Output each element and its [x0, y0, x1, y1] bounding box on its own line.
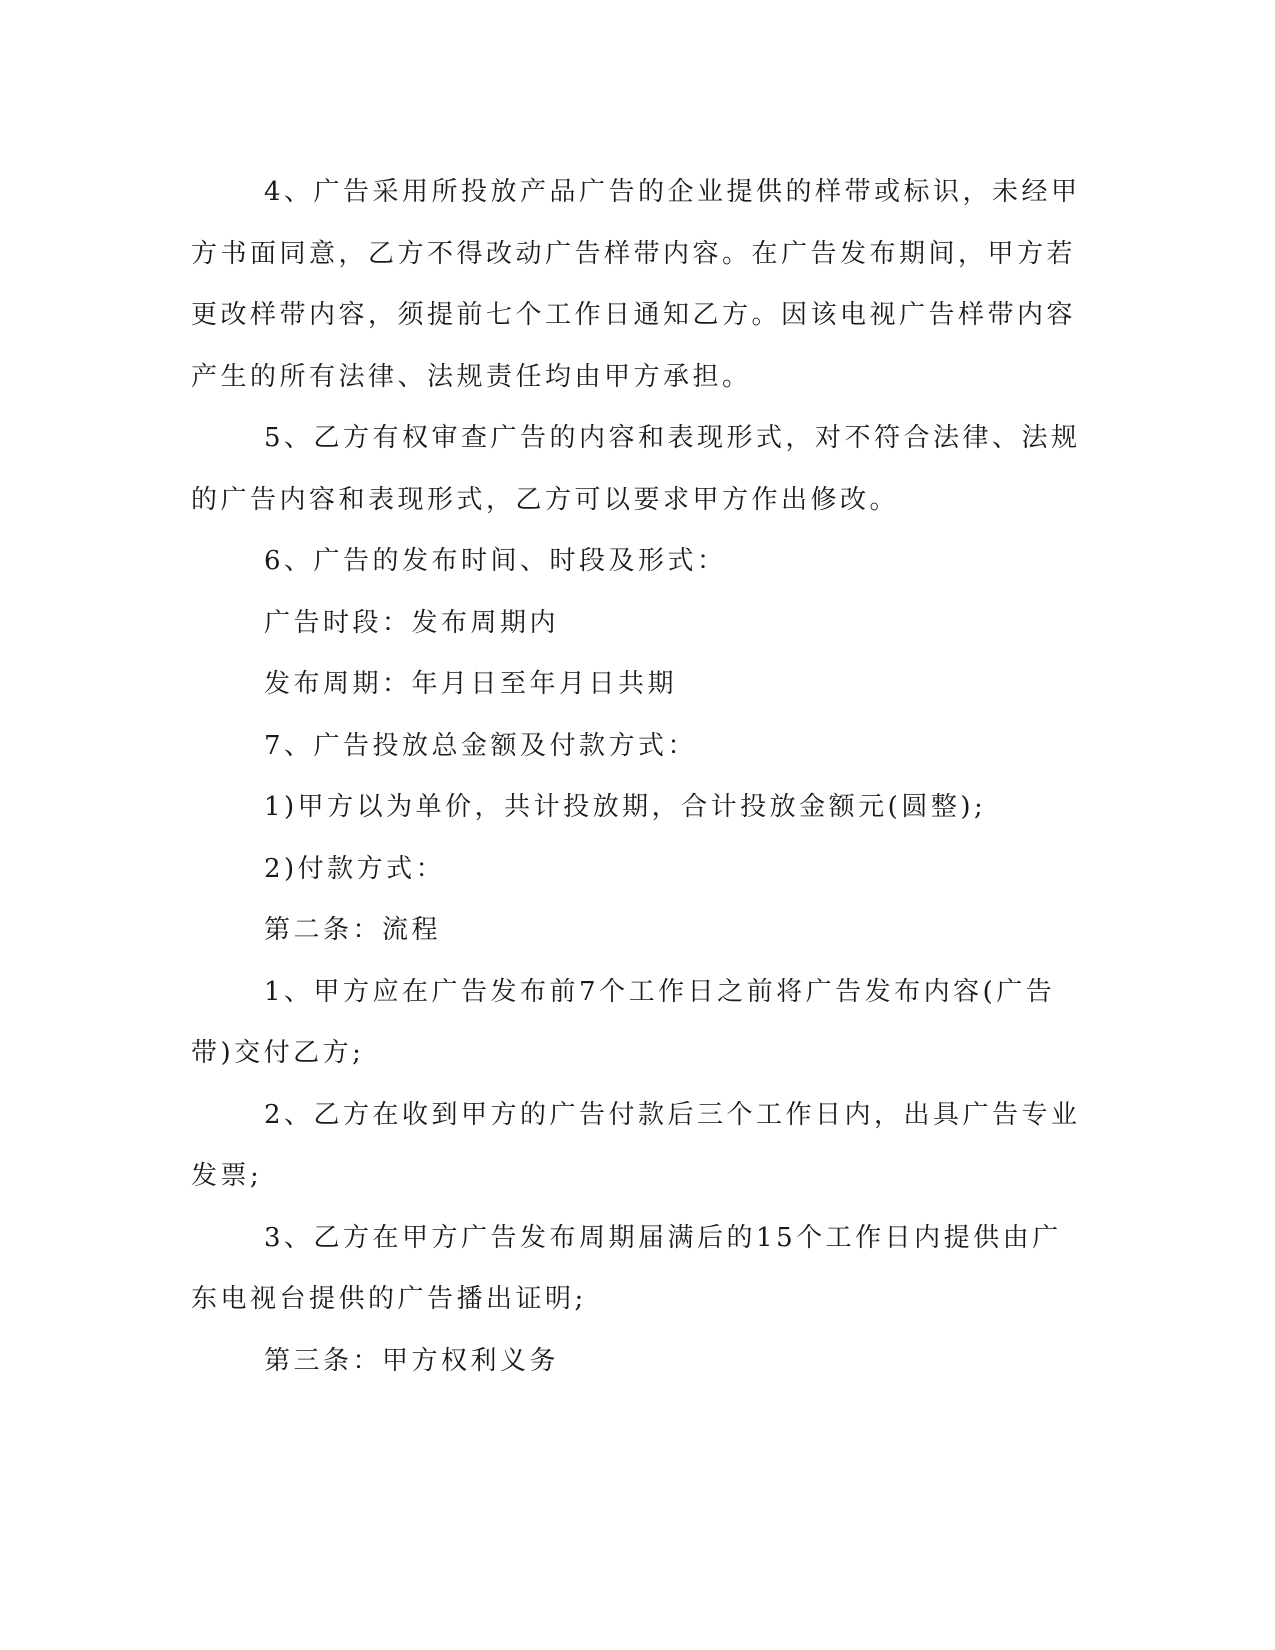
section-heading-article-2: 第二条：流程 [264, 915, 442, 945]
paragraph-clause-5: 5、乙方有权审查广告的内容和表现形式，对不符合法律、法规的广告内容和表现形式，乙方可以要求甲方作出修改。 [191, 423, 1081, 515]
paragraph-payment-1: 1)甲方以为单价，共计投放期，合计投放金额元(圆整); [264, 792, 987, 822]
paragraph-release-period: 发布周期：年月日至年月日共期 [264, 669, 678, 699]
paragraph-payment-2: 2)付款方式： [264, 853, 446, 884]
paragraph-clause-4: 4、广告采用所投放产品广告的企业提供的样带或标识，未经甲方书面同意，乙方不得改动广告样带内容。在广告发布期间，甲方若更改样带内容，须提前七个工作日通知乙方。因该电视广告样带内容产生的所有法律、法规责任均由甲方承担。 [191, 177, 1081, 392]
paragraph-clause-6: 6、广告的发布时间、时段及形式： [264, 546, 727, 576]
paragraph-process-2: 2、乙方在收到甲方的广告付款后三个工作日内，出具广告专业发票; [191, 1099, 1081, 1191]
document-body [191, 162, 1091, 1392]
paragraph-process-1: 1、甲方应在广告发布前7个工作日之前将广告发布内容(广告带)交付乙方; [191, 976, 1056, 1068]
paragraph-clause-7: 7、广告投放总金额及付款方式： [264, 730, 698, 761]
paragraph-ad-slot: 广告时段：发布周期内 [264, 607, 560, 638]
section-heading-article-3: 第三条：甲方权利义务 [264, 1345, 560, 1376]
paragraph-process-3: 3、乙方在甲方广告发布周期届满后的15个工作日内提供由广东电视台提供的广告播出证明; [191, 1222, 1062, 1314]
